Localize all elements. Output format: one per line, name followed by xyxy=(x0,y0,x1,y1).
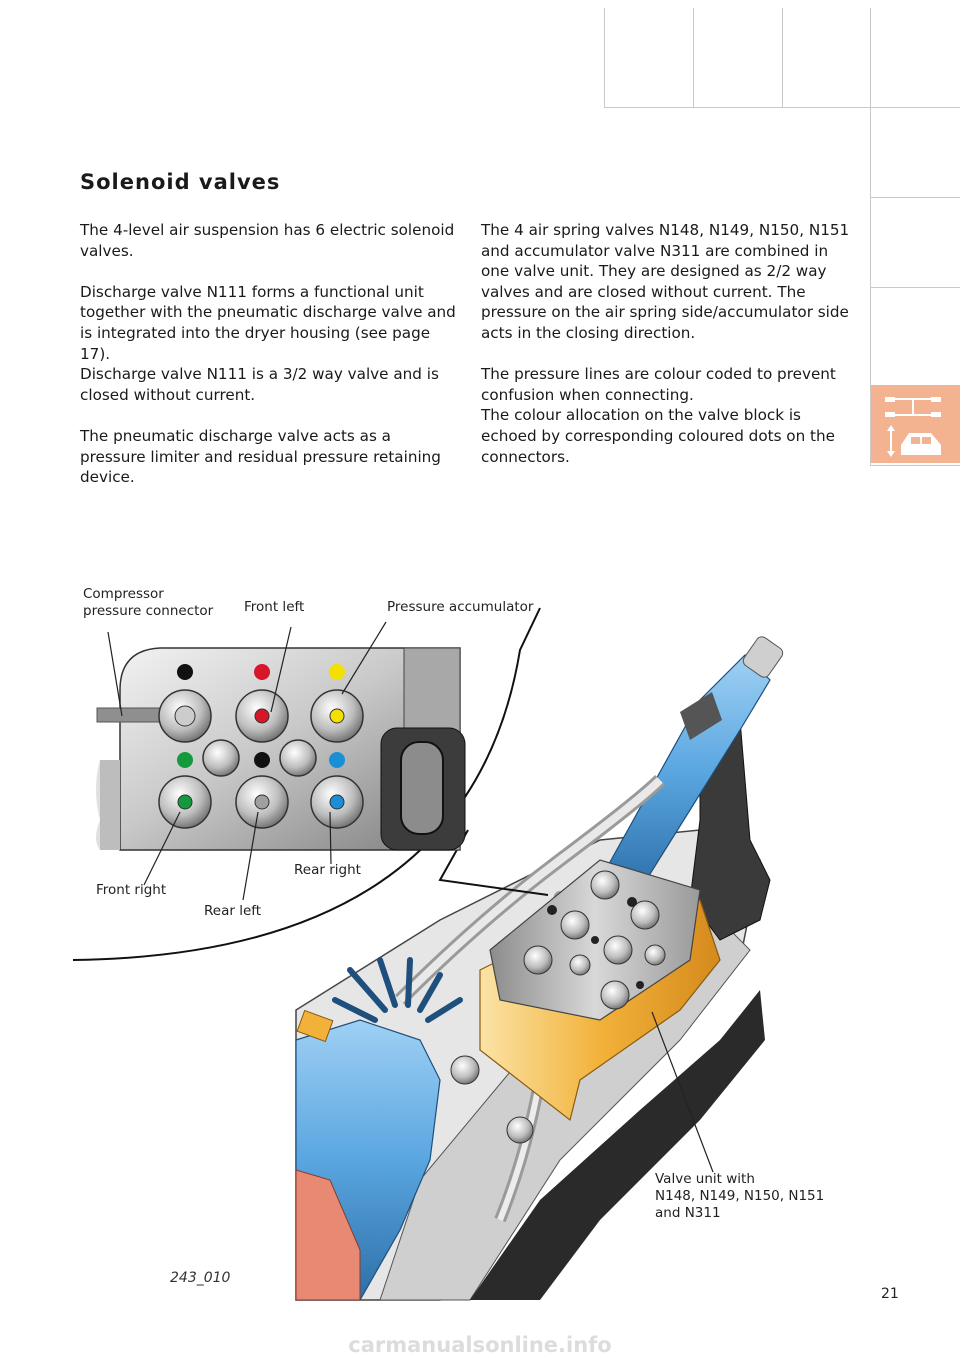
left-paragraph-2b: Discharge valve N111 is a 3/2 way valve and is closed without current. xyxy=(80,365,439,404)
label-rear-right: Rear right xyxy=(294,862,361,878)
figure-number: 243_010 xyxy=(170,1270,231,1286)
label-front-right: Front right xyxy=(96,882,167,898)
footer-watermark[interactable]: carmanualsonline.info xyxy=(348,1333,612,1357)
left-paragraph-2a: Discharge valve N111 forms a functional unit together with the pneumatic discharge valve and is integrated into the dryer housing (see page 17). xyxy=(80,282,456,363)
connector-plate-detail xyxy=(96,648,465,850)
left-paragraph-1: The 4-level air suspension has 6 electric solenoid valves. xyxy=(80,221,455,260)
right-paragraph-2b: The colour allocation on the valve block is echoed by corresponding coloured dots on the connectors. xyxy=(481,406,835,466)
label-pressure-accumulator: Pressure accumulator xyxy=(387,599,534,615)
left-paragraph-3: The pneumatic discharge valve acts as a pressure limiter and residual pressure retaining device. xyxy=(80,426,441,487)
label-compressor-line1: Compressor xyxy=(83,586,164,602)
label-compressor-connector xyxy=(83,586,213,620)
label-rear-left: Rear left xyxy=(204,903,262,919)
label-valve-unit-line1: Valve unit with xyxy=(655,1171,755,1187)
right-paragraph-2a: The pressure lines are colour coded to prevent confusion when connecting. xyxy=(481,365,836,404)
label-valve-unit-line3: and N311 xyxy=(655,1205,721,1221)
right-paragraph-1: The 4 air spring valves N148, N149, N150, N151 and accumulator valve N311 are combined in one valve unit. They are designed as 2/2 way valves and are closed without current. The pressure on the air spring side/accumulator side acts in the closing direction. xyxy=(481,221,850,342)
page-title: Solenoid valves xyxy=(80,170,281,194)
label-front-left: Front left xyxy=(244,599,305,615)
label-valve-unit xyxy=(655,1171,824,1222)
label-compressor-line2: pressure connector xyxy=(83,603,214,619)
page-number: 21 xyxy=(881,1286,899,1302)
label-valve-unit-line2: N148, N149, N150, N151 xyxy=(655,1188,825,1204)
